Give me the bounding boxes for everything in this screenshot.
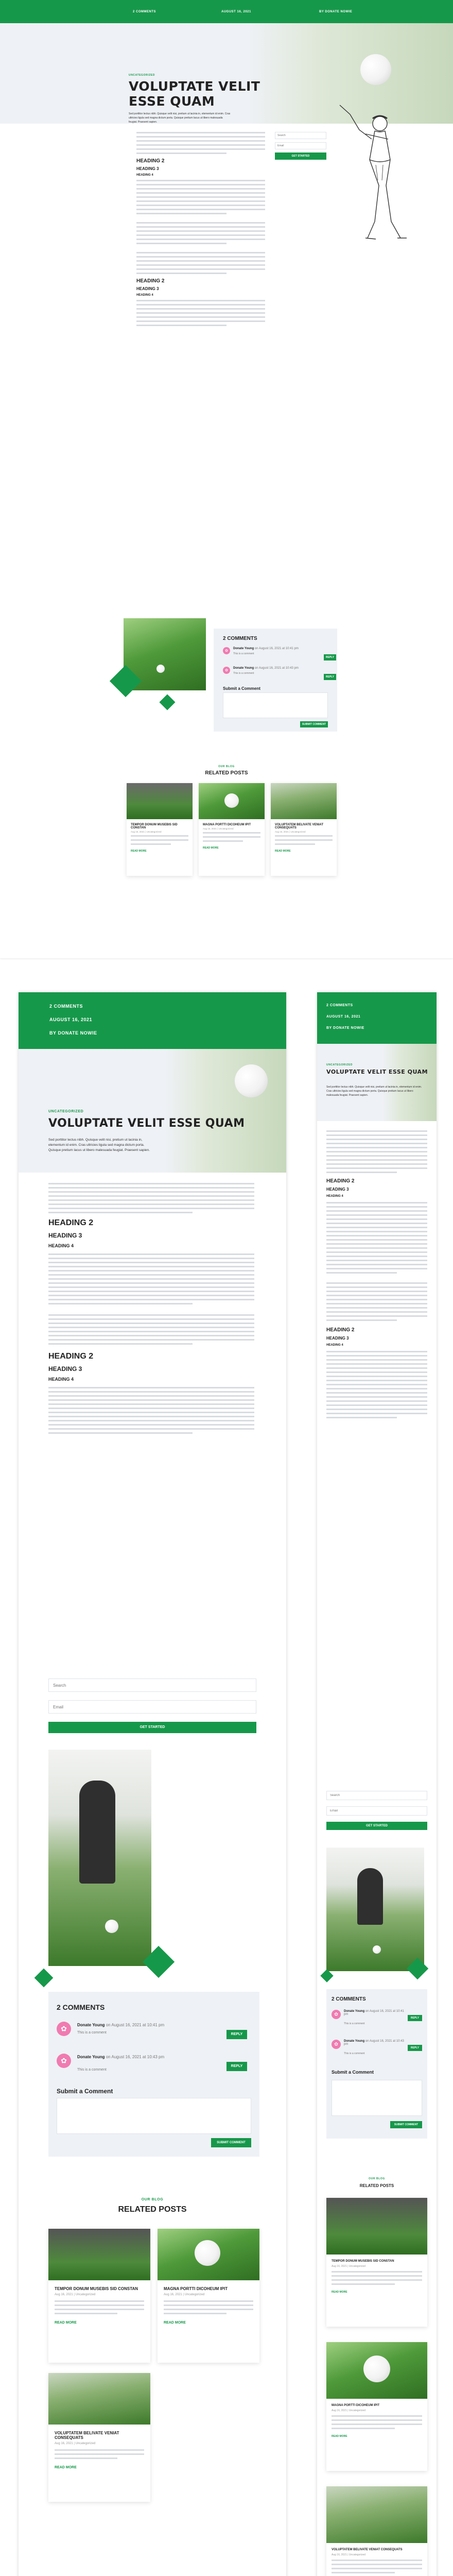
read-more-link[interactable]: READ MORE — [332, 2291, 347, 2294]
related-card[interactable] — [127, 783, 193, 876]
read-more-link[interactable]: READ MORE — [55, 2321, 77, 2325]
heading-3: HEADING 3 — [136, 166, 159, 171]
comments-title: 2 COMMENTS — [57, 2003, 105, 2011]
meta-date: AUGUST 16, 2021 — [326, 1015, 361, 1019]
related-title: RELATED POSTS — [118, 2205, 187, 2214]
card-image — [326, 2198, 427, 2255]
related-card[interactable] — [158, 2229, 259, 2363]
related-card[interactable] — [326, 2342, 427, 2471]
comments-panel — [48, 1992, 259, 2157]
avatar — [57, 2022, 71, 2036]
comment-2 — [223, 667, 336, 682]
comment-author[interactable]: Donate Young — [233, 667, 254, 670]
email-field[interactable] — [275, 142, 326, 149]
meta-author[interactable]: BY DONATE NOWIE — [326, 1026, 364, 1030]
comment-form-title: Submit a Comment — [332, 2070, 374, 2075]
featured-image-golfer — [326, 1848, 424, 1971]
read-more-link[interactable]: READ MORE — [203, 846, 219, 850]
comment-author[interactable]: Donate Young — [77, 2023, 105, 2027]
golf-ball-icon — [156, 665, 165, 673]
tablet-sidebar — [19, 1679, 286, 1733]
reply-button[interactable]: REPLY — [408, 2015, 422, 2021]
mobile-hero — [317, 1044, 437, 1121]
meta-bar — [0, 0, 453, 23]
heading-2-second: HEADING 2 — [326, 1327, 355, 1333]
decor-diamond-small — [34, 1969, 54, 1988]
reply-button[interactable]: REPLY — [226, 2030, 247, 2039]
card-title[interactable]: TEMPOR DONUM MUSEBIS SID CONSTAN — [55, 2286, 138, 2291]
post-excerpt: Sed porttitor lectus nibh. Quisque velit nisi, pretium ut lacinia in, elementum id enim. Cras ultricies ligula sed magna dictum porta. Quisque pretium lacus ut libero malesuada feugiat. Praesent sapien. — [129, 112, 231, 124]
card-meta: Aug 16, 2021 | Uncategorized — [332, 2553, 366, 2556]
comment-date[interactable]: on August 16, 2021 at 10:41 pm — [106, 2023, 165, 2027]
hero-golf-ball-image — [360, 54, 391, 85]
sidebar — [275, 132, 326, 160]
email-field[interactable] — [326, 1806, 427, 1816]
reply-button[interactable]: REPLY — [226, 2062, 247, 2071]
tablet-header — [19, 992, 286, 1049]
meta-comments[interactable]: 2 COMMENTS — [49, 1004, 83, 1009]
related-card[interactable] — [326, 2198, 427, 2327]
comment-textarea[interactable] — [332, 2080, 422, 2116]
tablet-hero — [19, 1049, 286, 1173]
heading-3-second: HEADING 3 — [326, 1336, 349, 1341]
avatar — [332, 2010, 341, 2019]
meta-date: AUGUST 16, 2021 — [49, 1017, 93, 1022]
heading-4: HEADING 4 — [326, 1195, 343, 1198]
decor-diamond-small — [159, 694, 175, 710]
page-title: VOLUPTATE VELIT ESSE QUAM — [48, 1117, 245, 1130]
heading-4: HEADING 4 — [48, 1243, 74, 1248]
related-card[interactable] — [271, 783, 337, 876]
card-title[interactable]: MAGNA PORTTI DICOHEUM IPIT — [332, 2404, 380, 2407]
card-meta: Aug 16, 2021 | Uncategorized — [275, 831, 306, 833]
related-card[interactable] — [326, 2486, 427, 2576]
submit-comment-button[interactable]: SUBMIT COMMENT — [211, 2138, 251, 2147]
comment-author[interactable]: Donate Young — [77, 2055, 105, 2059]
heading-4-second: HEADING 4 — [48, 1377, 74, 1382]
heading-2: HEADING 2 — [136, 158, 165, 164]
heading-2-second: HEADING 2 — [48, 1352, 94, 1361]
comment-text: This is a comment — [77, 2068, 107, 2072]
card-meta: Aug 16, 2021 | Uncategorized — [332, 2265, 366, 2268]
meta-author[interactable]: BY DONATE NOWIE — [319, 10, 353, 13]
comment-author[interactable]: Donate Young — [233, 647, 254, 650]
related-card[interactable] — [48, 2229, 150, 2363]
card-meta: Aug 16, 2021 | Uncategorized — [131, 831, 162, 833]
card-meta: Aug 16, 2021 | Uncategorized — [203, 827, 234, 830]
post-category[interactable]: UNCATEGORIZED — [48, 1110, 84, 1113]
comment-text: This is a comment — [344, 2022, 365, 2025]
card-title[interactable]: MAGNA PORTTI DICOHEUM IPIT — [203, 823, 251, 826]
card-image — [199, 783, 265, 819]
related-kicker: OUR BLOG — [141, 2198, 164, 2201]
page-title: VOLUPTATE VELIT ESSE QUAM — [326, 1069, 428, 1075]
card-title[interactable]: VOLUPTATEM BELIVATE VENIAT CONSEQUATS — [332, 2548, 403, 2551]
related-card[interactable] — [48, 2373, 150, 2502]
comment-date[interactable]: on August 16, 2021 at 10:41 pm — [344, 2010, 404, 2016]
comment-date[interactable]: on August 16, 2021 at 10:43 pm — [254, 667, 299, 670]
comment-2 — [332, 2040, 422, 2064]
related-kicker: OUR BLOG — [369, 2177, 385, 2180]
meta-comments[interactable]: 2 COMMENTS — [133, 10, 156, 13]
related-card[interactable] — [199, 783, 265, 876]
comment-textarea[interactable] — [57, 2098, 251, 2134]
golfer-illustration — [329, 103, 432, 247]
comments-title: 2 COMMENTS — [332, 1996, 366, 2002]
mobile-header — [317, 992, 437, 1044]
read-more-link[interactable]: READ MORE — [164, 2321, 186, 2325]
read-more-link[interactable]: READ MORE — [332, 2435, 347, 2438]
avatar — [223, 647, 230, 654]
read-more-link[interactable]: READ MORE — [55, 2466, 77, 2469]
search-input[interactable] — [48, 1679, 256, 1692]
card-image — [326, 2486, 427, 2543]
comments-panel — [214, 629, 337, 732]
comment-form-title: Submit a Comment — [223, 686, 260, 691]
comment-textarea[interactable] — [223, 692, 328, 718]
comment-text: This is a comment — [344, 2052, 365, 2055]
comment-author[interactable]: Donate Young — [344, 2040, 365, 2043]
card-image — [48, 2229, 150, 2280]
card-meta: Aug 16, 2021 | Uncategorized — [55, 2293, 96, 2296]
card-image — [127, 783, 193, 819]
featured-image-golfer — [48, 1750, 151, 1966]
comment-date[interactable]: on August 16, 2021 at 10:41 pm — [254, 647, 299, 650]
submit-comment-button[interactable]: SUBMIT COMMENT — [390, 2121, 422, 2128]
page-title: VOLUPTATE VELIT ESSE QUAM — [129, 79, 260, 109]
card-meta: Aug 16, 2021 | Uncategorized — [332, 2409, 366, 2412]
related-title: RELATED POSTS — [359, 2183, 394, 2188]
card-title[interactable]: TEMPOR DONUM MUSEBIS SID CONSTAN — [131, 823, 178, 829]
comments-title: 2 COMMENTS — [223, 636, 257, 641]
heading-3-second: HEADING 3 — [48, 1365, 82, 1372]
read-more-link[interactable]: READ MORE — [275, 850, 291, 853]
card-title[interactable]: TEMPOR DONUM MUSEBIS SID CONSTAN — [332, 2260, 394, 2263]
heading-4: HEADING 4 — [136, 174, 153, 177]
get-started-button[interactable]: GET STARTED — [275, 152, 326, 160]
heading-4-second: HEADING 4 — [326, 1344, 343, 1347]
reply-button[interactable]: REPLY — [324, 674, 336, 680]
reply-button[interactable]: REPLY — [324, 654, 336, 660]
card-image — [48, 2373, 150, 2425]
heading-2: HEADING 2 — [326, 1178, 355, 1184]
comment-text: This is a comment — [233, 672, 254, 675]
comment-1 — [332, 2010, 422, 2035]
article-body — [48, 1183, 254, 1436]
avatar — [57, 2054, 71, 2068]
get-started-button[interactable]: GET STARTED — [326, 1822, 427, 1830]
comment-text: This is a comment — [233, 652, 254, 655]
comment-2 — [57, 2054, 252, 2078]
card-title[interactable]: MAGNA PORTTI DICOHEUM IPIT — [164, 2286, 228, 2291]
desktop-view — [0, 0, 453, 958]
post-excerpt: Sed porttitor lectus nibh. Quisque velit nisi, pretium ut lacinia in, elementum id enim. Cras ultricies ligula sed magna dictum porta. Quisque pretium lacus ut libero malesuada feugiat. Praesent sapien. — [48, 1138, 150, 1152]
comment-1 — [57, 2022, 252, 2046]
submit-comment-button[interactable]: SUBMIT COMMENT — [300, 721, 328, 727]
comment-date[interactable]: on August 16, 2021 at 10:43 pm — [106, 2055, 165, 2059]
reply-button[interactable]: REPLY — [408, 2045, 422, 2051]
card-image — [326, 2342, 427, 2399]
comment-form-title: Submit a Comment — [57, 2088, 113, 2095]
get-started-button[interactable]: GET STARTED — [48, 1722, 256, 1733]
post-excerpt: Sed porttitor lectus nibh. Quisque velit nisi, pretium ut lacinia in, elementum id enim. Cras ultricies ligula sed magna dictum porta. Quisque pretium lacus ut libero malesuada feugiat. Praesent sapien. — [326, 1086, 422, 1097]
email-field[interactable] — [48, 1700, 256, 1714]
related-title: RELATED POSTS — [205, 770, 248, 776]
heading-4-second: HEADING 4 — [136, 294, 153, 297]
mobile-sidebar — [326, 1791, 427, 1830]
card-image — [271, 783, 337, 819]
heading-3-second: HEADING 3 — [136, 286, 159, 291]
article-body — [326, 1130, 427, 1421]
tablet-view — [19, 992, 286, 2576]
article-body — [136, 132, 265, 329]
heading-2: HEADING 2 — [48, 1218, 94, 1227]
post-category[interactable]: UNCATEGORIZED — [326, 1063, 353, 1066]
mobile-view — [317, 992, 437, 2576]
read-more-link[interactable]: READ MORE — [131, 850, 147, 853]
meta-comments[interactable]: 2 COMMENTS — [326, 1004, 353, 1007]
meta-date: AUGUST 16, 2021 — [221, 10, 251, 13]
card-title[interactable]: VOLUPTATEM BELIVATE VENIAT CONSEQUATS — [275, 823, 324, 829]
card-meta: Aug 16, 2021 | Uncategorized — [55, 2442, 96, 2445]
related-kicker: OUR BLOG — [218, 765, 235, 768]
heading-3: HEADING 3 — [48, 1232, 82, 1239]
decor-diamond-small — [320, 1969, 333, 1982]
comment-date[interactable]: on August 16, 2021 at 10:43 pm — [344, 2040, 404, 2046]
search-input[interactable] — [326, 1791, 427, 1800]
meta-author[interactable]: BY DONATE NOWIE — [49, 1030, 97, 1036]
avatar — [223, 667, 230, 674]
hero-golf-ball-image — [235, 1064, 268, 1097]
card-title[interactable]: VOLUPTATEM BELIVATE VENIAT CONSEQUATS — [55, 2431, 119, 2440]
comment-text: This is a comment — [77, 2031, 107, 2035]
comment-author[interactable]: Donate Young — [344, 2010, 365, 2013]
search-input[interactable] — [275, 132, 326, 139]
heading-2-second: HEADING 2 — [136, 278, 165, 284]
card-meta: Aug 16, 2021 | Uncategorized — [164, 2293, 205, 2296]
avatar — [332, 2040, 341, 2049]
post-category[interactable]: UNCATEGORIZED — [129, 74, 155, 77]
comment-1 — [223, 647, 336, 663]
heading-3: HEADING 3 — [326, 1187, 349, 1192]
comments-panel — [326, 1989, 427, 2139]
card-image — [158, 2229, 259, 2280]
